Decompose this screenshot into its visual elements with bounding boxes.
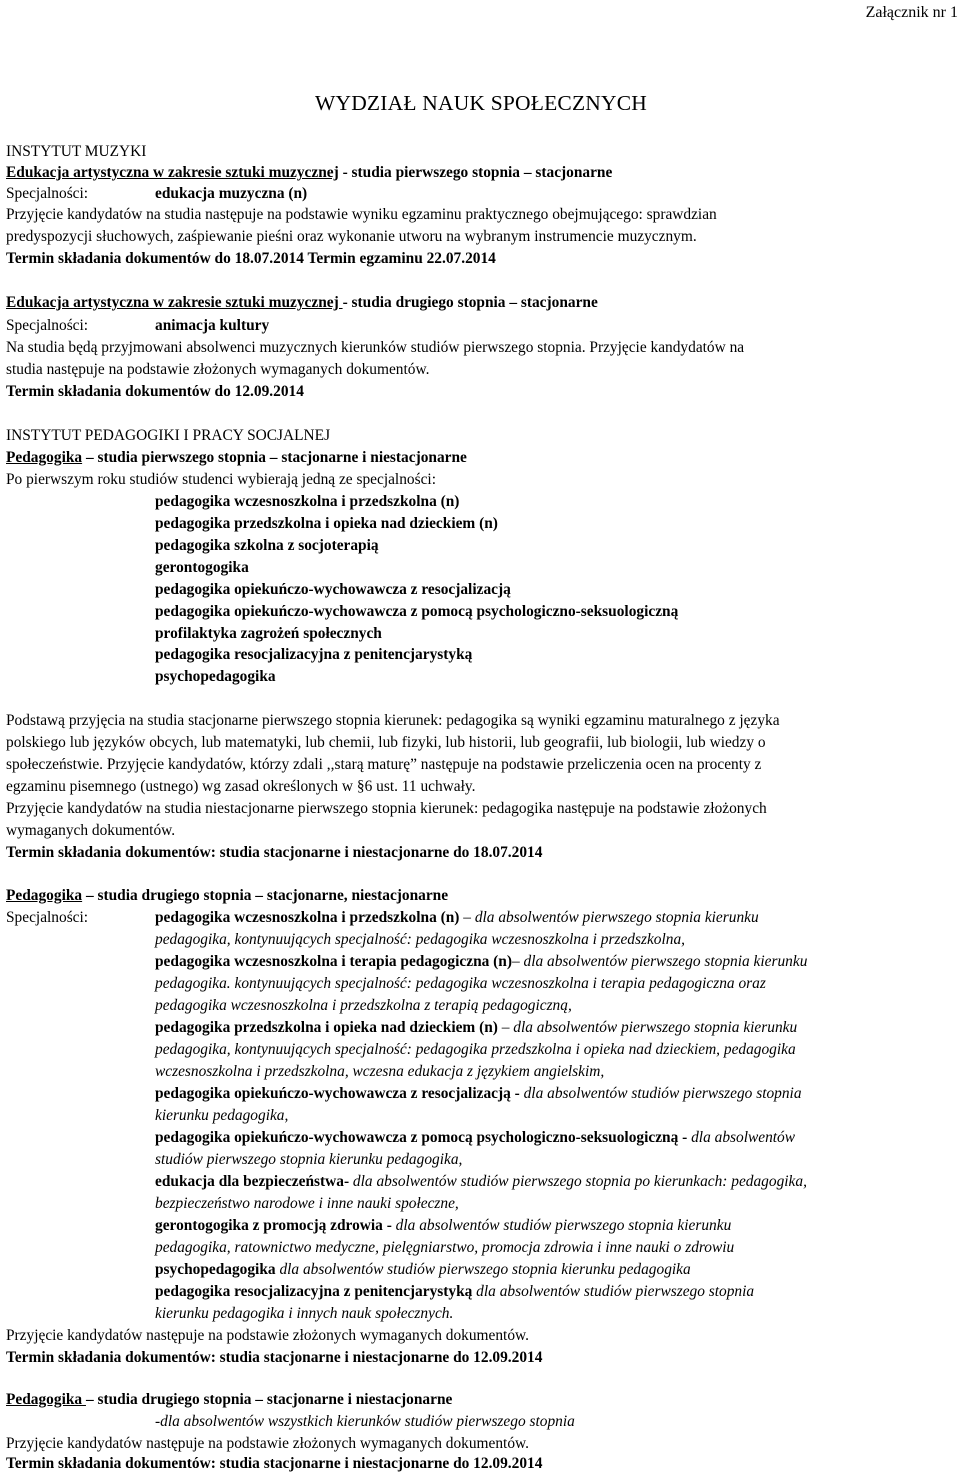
specialty-entry-note: pedagogika, ratownictwo medyczne, pielęgniarstwo, promocja zdrowia i inne nauki o zdrowiu [155, 1239, 735, 1256]
pedagogy-s2-heading-title: Pedagogika [6, 887, 83, 904]
specialty-entry [155, 1151, 462, 1169]
specialty-entry [155, 1239, 734, 1257]
specialty-entry-note: dla absolwentów studiów pierwszego stopnia [519, 1085, 802, 1102]
specialty-list-item: pedagogika szkolna z socjoterapią [155, 537, 379, 554]
music-s1-text-2: predyspozycji słuchowych, zaśpiewanie pieśni oraz wykonanie utworu na wybranym instrumencie muzycznym. [6, 228, 697, 245]
pedagogy-s1-para-line: społeczeństwie. Przyjęcie kandydatów, którzy zdali ,,starą maturę” następuje na podstawie przeliczenia ocen na procenty z [6, 756, 762, 773]
specialty-list-item: pedagogika resocjalizacyjna z penitencjarystyką [155, 646, 473, 663]
pedagogy-s1-para-line: polskiego lub języków obcych, lub matematyki, lub chemii, lub fizyki, lub historii, lub geografii, lub biologii, lub wiedzy o [6, 734, 766, 751]
music-s2-text-2: studia następuje na podstawie złożonych wymaganych dokumentów. [6, 361, 430, 378]
specialty-entry [155, 975, 766, 993]
pedagogy-s2-deadline: Termin składania dokumentów: studia stacjonarne i niestacjonarne do 12.09.2014 [6, 1349, 543, 1366]
music-s2-text-1: Na studia będą przyjmowani absolwenci muzycznych kierunków studiów pierwszego stopnia. Przyjęcie kandydatów na [6, 339, 745, 356]
specialty-list-item: pedagogika przedszkolna i opieka nad dzieckiem (n) [155, 515, 498, 532]
music-institute-heading: INSTYTUT MUZYKI [6, 143, 147, 160]
music-s2-heading [6, 294, 598, 312]
specialty-entry-name: pedagogika wczesnoszkolna i terapia pedagogiczna (n) [155, 953, 512, 970]
specialty-entry-note: kierunku pedagogika i innych nauk społecznych. [155, 1305, 454, 1322]
specialty-entry-note: dla absolwentów studiów pierwszego stopnia kierunku pedagogika [275, 1261, 691, 1278]
specialty-list-item: pedagogika wczesnoszkolna i przedszkolna (n) [155, 493, 460, 510]
specialty-entry-note: studiów pierwszego stopnia kierunku pedagogika, [155, 1151, 463, 1168]
specialty-list-item: profilaktyka zagrożeń społecznych [155, 625, 382, 642]
specialty-entry [155, 909, 759, 927]
specialty-entry-note: pedagogika, kontynuujących specjalność: pedagogika wczesnoszkolna i przedszkolna, [155, 931, 686, 948]
specialty-entry [155, 1129, 795, 1147]
pedagogy-s3-deadline: Termin składania dokumentów: studia stacjonarne i niestacjonarne do 12.09.2014 [6, 1455, 543, 1472]
specialty-entry-note: – dla absolwentów pierwszego stopnia kierunku [459, 909, 759, 926]
specialty-entry-name: pedagogika resocjalizacyjna z penitencjarystyką [155, 1283, 473, 1300]
music-s1-heading-rest: - studia pierwszego stopnia – stacjonarne [338, 164, 613, 181]
specialty-list-item: pedagogika opiekuńczo-wychowawcza z pomocą psychologiczno-seksuologiczną [155, 603, 679, 620]
specialty-entry-note: – dla absolwentów pierwszego stopnia kierunku [511, 953, 808, 970]
pedagogy-s3-note: -dla absolwentów wszystkich kierunków studiów pierwszego stopnia [155, 1413, 575, 1430]
specialty-list-item: pedagogika opiekuńczo-wychowawcza z resocjalizacją [155, 581, 511, 598]
pedagogy-s1-para-line: egzaminu pisemnego (ustnego) wg zasad określonych w §6 ust. 11 uchwały. [6, 778, 476, 795]
specialty-entry-note: bezpieczeństwo narodowe i inne nauki społeczne, [155, 1195, 459, 1212]
pedagogy-s2-admission: Przyjęcie kandydatów następuje na podstawie złożonych wymaganych dokumentów. [6, 1327, 529, 1344]
specialty-entry [155, 1173, 807, 1191]
specialty-list-item: psychopedagogika [155, 668, 276, 685]
specialty-list-item: gerontogogika [155, 559, 249, 576]
specialty-entry [155, 997, 572, 1015]
specialty-entry-name: pedagogika wczesnoszkolna i przedszkolna (n) [155, 909, 460, 926]
music-s2-deadline: Termin składania dokumentów do 12.09.2014 [6, 383, 304, 400]
specialty-entry-note: pedagogika, kontynuujących specjalność: pedagogika przedszkolna i opieka nad dzieckiem, pedagogika [155, 1041, 796, 1058]
music-s2-specialty [6, 317, 269, 335]
specialty-entry [155, 1261, 691, 1279]
specialty-entry-name: pedagogika przedszkolna i opieka nad dzieckiem (n) [155, 1019, 498, 1036]
specialty-value: edukacja muzyczna (n) [155, 185, 308, 202]
specialty-entry-name: pedagogika opiekuńczo-wychowawcza z resocjalizacją - [155, 1085, 520, 1102]
pedagogy-institute-heading: INSTYTUT PEDAGOGIKI I PRACY SOCJALNEJ [6, 427, 331, 444]
specialty-entry-name: pedagogika opiekuńczo-wychowawcza z pomocą psychologiczno-seksuologiczną - [155, 1129, 688, 1146]
specialty-entry-note: dla absolwentów [687, 1129, 796, 1146]
music-s1-deadline: Termin składania dokumentów do 18.07.2014 Termin egzaminu 22.07.2014 [6, 250, 496, 267]
pedagogy-s1-deadline: Termin składania dokumentów: studia stacjonarne i niestacjonarne do 18.07.2014 [6, 844, 543, 861]
specialty-entry [155, 1195, 459, 1213]
specialty-entry [155, 1283, 754, 1301]
pedagogy-s2-heading [6, 887, 448, 905]
specialty-entry-note: pedagogika. kontynuujących specjalność: pedagogika wczesnoszkolna i terapia pedagogiczna oraz [155, 975, 766, 992]
pedagogy-s1-para-line: Podstawą przyjęcia na studia stacjonarne pierwszego stopnia kierunek: pedagogika są wyniki egzaminu maturalnego z języka [6, 712, 780, 729]
specialty-entry-name: psychopedagogika [155, 1261, 276, 1278]
pedagogy-s1-heading-title: Pedagogika [6, 449, 83, 466]
pedagogy-s3-heading-rest: – studia drugiego stopnia – stacjonarne i niestacjonarne [85, 1391, 453, 1408]
specialty-entry [155, 1041, 796, 1059]
specialty-entry [155, 1019, 797, 1037]
music-s1-text-1: Przyjęcie kandydatów na studia następuje na podstawie wyniku egzaminu praktycznego obejmującego: sprawdzian [6, 206, 717, 223]
specialty-entry-note: wczesnoszkolna i przedszkolna, wczesna edukacja z językiem angielskim, [155, 1063, 605, 1080]
pedagogy-s1-para-line: wymaganych dokumentów. [6, 822, 176, 839]
music-s2-heading-rest: - studia drugiego stopnia – stacjonarne [342, 294, 598, 311]
specialty-entry-name: edukacja dla bezpieczeństwa- [155, 1173, 350, 1190]
pedagogy-s1-intro: Po pierwszym roku studiów studenci wybierają jedną ze specjalności: [6, 471, 436, 488]
music-s1-specialty [6, 185, 307, 203]
pedagogy-s1-heading-rest: – studia pierwszego stopnia – stacjonarne i niestacjonarne [82, 449, 467, 466]
specialty-entry-note: dla absolwentów studiów pierwszego stopnia [472, 1283, 755, 1300]
music-s2-heading-title: Edukacja artystyczna w zakresie sztuki muzycznej [6, 294, 343, 311]
specialty-entry [155, 1305, 453, 1323]
pedagogy-s2-spec-label: Specjalności: [6, 909, 89, 926]
specialty-entry-note: kierunku pedagogika, [155, 1107, 289, 1124]
pedagogy-s1-para-line: Przyjęcie kandydatów na studia niestacjonarne pierwszego stopnia kierunek: pedagogika następuje na podstawie złożonych [6, 800, 767, 817]
pedagogy-s3-heading-title: Pedagogika [6, 1391, 86, 1408]
specialty-label: Specjalności: [6, 317, 89, 334]
pedagogy-s3-heading [6, 1391, 452, 1409]
specialty-entry [155, 1217, 731, 1235]
faculty-title: WYDZIAŁ NAUK SPOŁECZNYCH [314, 91, 648, 115]
specialty-entry [155, 1085, 802, 1103]
specialty-entry [155, 931, 685, 949]
specialty-entry [155, 1063, 604, 1081]
pedagogy-s3-admission: Przyjęcie kandydatów następuje na podstawie złożonych wymaganych dokumentów. [6, 1435, 529, 1452]
specialty-entry-note: – dla absolwentów pierwszego stopnia kierunku [497, 1019, 798, 1036]
music-s1-heading-title: Edukacja artystyczna w zakresie sztuki muzycznej [6, 164, 339, 181]
specialty-entry [155, 1107, 288, 1125]
specialty-entry-note: pedagogika wczesnoszkolna i przedszkolna z terapią pedagogiczną, [155, 997, 572, 1014]
pedagogy-s1-heading [6, 449, 467, 467]
specialty-entry [155, 953, 807, 971]
specialty-entry-note: dla absolwentów studiów pierwszego stopnia po kierunkach: pedagogika, [349, 1173, 807, 1190]
specialty-entry-note: dla absolwentów studiów pierwszego stopnia kierunku [391, 1217, 732, 1234]
pedagogy-s2-heading-rest: – studia drugiego stopnia – stacjonarne, niestacjonarne [82, 887, 449, 904]
specialty-label: Specjalności: [6, 185, 89, 202]
attachment-label: Załącznik nr 1 [865, 4, 958, 21]
specialty-value: animacja kultury [155, 317, 270, 334]
music-s1-heading [6, 164, 612, 182]
specialty-entry-name: gerontogogika z promocją zdrowia - [155, 1217, 392, 1234]
